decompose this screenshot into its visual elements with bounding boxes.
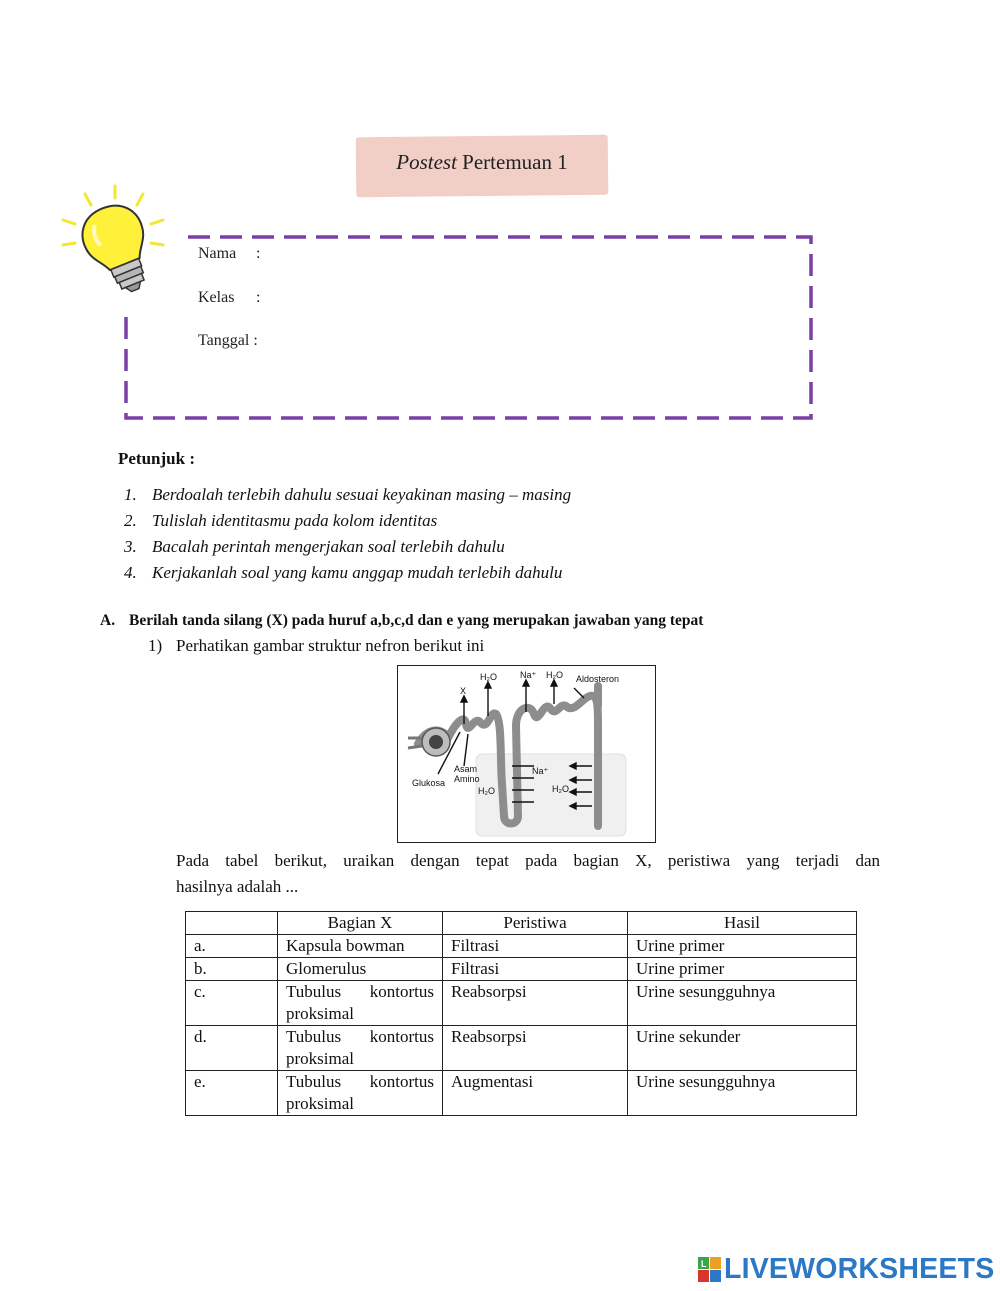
instructions-heading: Petunjuk :: [118, 449, 195, 468]
nama-label: Nama: [198, 245, 237, 262]
instruction-text: Kerjakanlah soal yang kamu anggap mudah terlebih dahulu: [152, 563, 563, 582]
instruction-item: [124, 537, 505, 557]
question-1-body: [176, 848, 880, 900]
instruction-item: [124, 485, 571, 505]
label-x: X: [460, 686, 467, 696]
cell-bagian: [278, 958, 443, 981]
instruction-item: [124, 511, 437, 531]
cell-peristiwa: Filtrasi: [443, 935, 628, 958]
title-italic: Postest: [396, 150, 457, 174]
instruction-text: Tulislah identitasmu pada kolom identitas: [152, 511, 438, 530]
table-row[interactable]: [186, 958, 857, 981]
table-header-cell: [186, 912, 278, 935]
cell-peristiwa: Reabsorpsi: [443, 1026, 628, 1071]
cell-hasil: Urine primer: [628, 935, 857, 958]
label-h2o-right: H₂O: [552, 784, 569, 794]
cell-bagian: [278, 981, 443, 1026]
label-amino: Amino: [454, 774, 480, 784]
bagian-text: Glomerulus: [286, 959, 367, 978]
cell-bagian: [278, 1071, 443, 1116]
cell-hasil: Urine primer: [628, 958, 857, 981]
instruction-text: Bacalah perintah mengerjakan soal terlebih dahulu: [152, 537, 505, 556]
bagian-text: Tubulus kontortus: [286, 1072, 434, 1091]
instruction-number: 3.: [124, 537, 137, 556]
cell-bagian: [278, 935, 443, 958]
instruction-text: Berdoalah terlebih dahulu sesuai keyakinan masing – masing: [152, 485, 572, 504]
option-letter: c.: [186, 981, 278, 1026]
label-h2o-2: H₂O: [546, 670, 563, 680]
label-na-mid: Na⁺: [532, 766, 549, 776]
label-h2o-1: H₂O: [480, 672, 497, 682]
instruction-number: 1.: [124, 485, 137, 504]
option-letter: a.: [186, 935, 278, 958]
cell-peristiwa: Augmentasi: [443, 1071, 628, 1116]
kelas-colon: :: [256, 289, 261, 306]
identity-field-kelas[interactable]: [198, 289, 261, 307]
tanggal-label: Tanggal: [198, 332, 250, 349]
identity-box: [118, 228, 818, 426]
table-header-cell: Hasil: [628, 912, 857, 935]
bagian-text: Tubulus kontortus: [286, 982, 434, 1001]
kelas-label: Kelas: [198, 289, 235, 306]
instruction-number: 4.: [124, 563, 137, 582]
badge-letter-l: L: [701, 1259, 707, 1269]
table-row[interactable]: [186, 1026, 857, 1071]
table-row[interactable]: [186, 935, 857, 958]
question-number: 1): [148, 636, 163, 655]
nephron-figure: [397, 665, 656, 843]
table-row[interactable]: [186, 1071, 857, 1116]
tanggal-colon: :: [253, 332, 258, 349]
cell-peristiwa: Filtrasi: [443, 958, 628, 981]
section-text: Berilah tanda silang (X) pada huruf a,b,c,d dan e yang merupakan jawaban yang tepat: [129, 612, 704, 629]
cell-hasil: Urine sesungguhnya: [628, 981, 857, 1026]
option-letter: d.: [186, 1026, 278, 1071]
question-1-prompt: [148, 636, 484, 656]
label-na-top: Na⁺: [520, 670, 537, 680]
nama-colon: :: [256, 245, 261, 262]
table-header-row: [186, 912, 857, 935]
cell-bagian: [278, 1026, 443, 1071]
instruction-item: [124, 563, 562, 583]
option-letter: b.: [186, 958, 278, 981]
question-body-line-2: hasilnya adalah ...: [176, 877, 299, 896]
cell-hasil: Urine sekunder: [628, 1026, 857, 1071]
bagian-text: Kapsula bowman: [286, 936, 405, 955]
label-aldosteron: Aldosteron: [576, 674, 620, 684]
liveworksheets-logo-text[interactable]: LIVEWORKSHEETS: [724, 1253, 995, 1285]
question-prompt-text: Perhatikan gambar struktur nefron berikut ini: [176, 636, 485, 655]
title-rest: Pertemuan 1: [456, 150, 568, 174]
table-header-cell: Bagian X: [278, 912, 443, 935]
bagian-text-2: proksimal: [286, 1094, 354, 1113]
label-asam: Asam: [454, 764, 478, 774]
liveworksheets-logo-icon: [698, 1257, 722, 1283]
table-row[interactable]: [186, 981, 857, 1026]
nephron-diagram: [398, 666, 654, 841]
bagian-text-2: proksimal: [286, 1004, 354, 1023]
label-h2o-left: H₂O: [478, 786, 495, 796]
question-body-line-1: Pada tabel berikut, uraikan dengan tepat pada bagian X, peristiwa yang terjadi dan: [176, 851, 880, 870]
section-letter: A.: [100, 612, 116, 629]
option-letter: e.: [186, 1071, 278, 1116]
identity-field-nama[interactable]: [198, 245, 261, 263]
label-glukosa: Glukosa: [412, 778, 446, 788]
section-a-heading: [100, 612, 703, 630]
cell-hasil: Urine sesungguhnya: [628, 1071, 857, 1116]
table-header-cell: Peristiwa: [443, 912, 628, 935]
bagian-text: Tubulus kontortus: [286, 1027, 434, 1046]
bagian-text-2: proksimal: [286, 1049, 354, 1068]
answer-table: [185, 911, 857, 1116]
identity-field-tanggal[interactable]: [198, 332, 258, 350]
instruction-number: 2.: [124, 511, 137, 530]
page-title: [356, 150, 608, 175]
cell-peristiwa: Reabsorpsi: [443, 981, 628, 1026]
